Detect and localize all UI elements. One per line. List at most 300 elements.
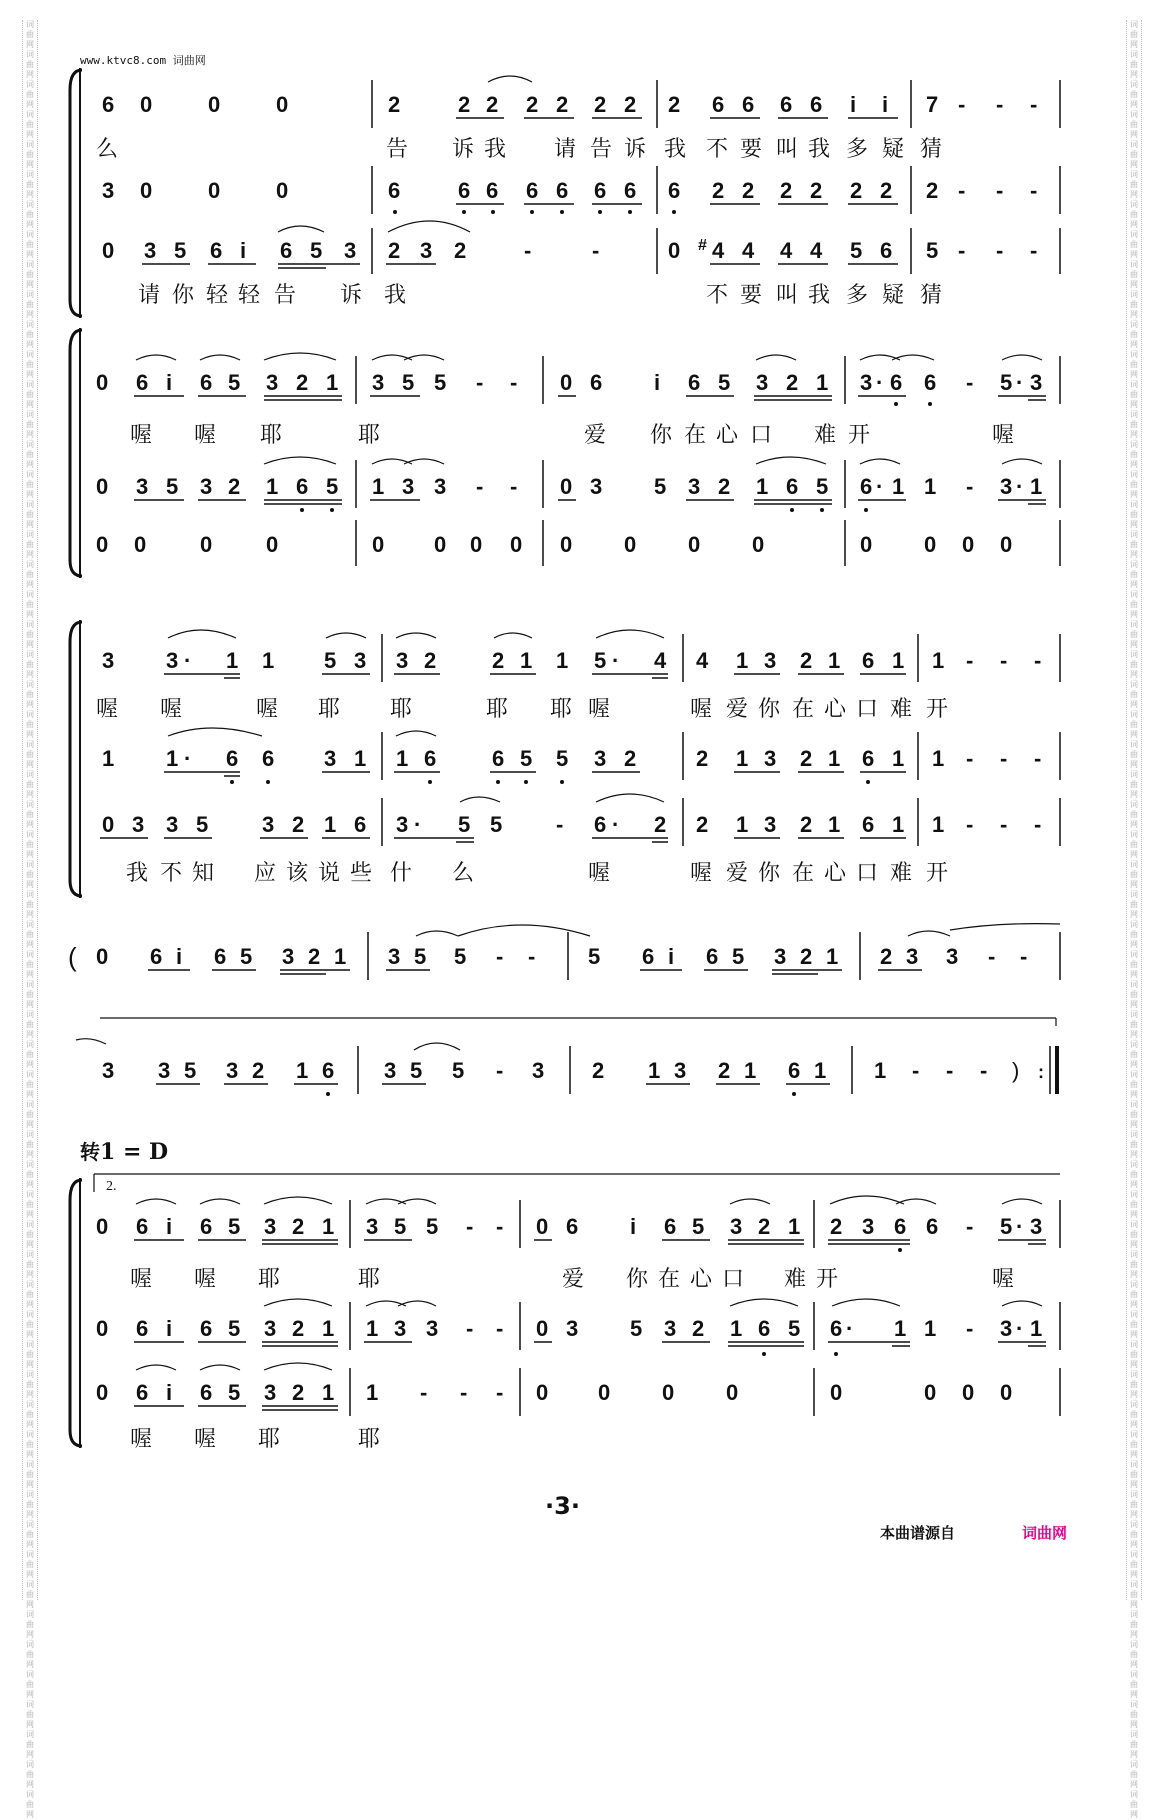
lyric-char: 说: [318, 860, 341, 885]
lyric-s1-u-0: 么: [96, 136, 119, 161]
svg-text:#: #: [698, 237, 707, 254]
svg-text:2: 2: [786, 370, 799, 395]
svg-text:6: 6: [894, 1214, 907, 1239]
lyric-char: 知: [192, 860, 215, 885]
lyric-char: 告: [274, 282, 297, 307]
svg-text:1: 1: [556, 648, 569, 673]
svg-text:0: 0: [102, 238, 115, 263]
svg-text:0: 0: [96, 1214, 109, 1239]
svg-text:6: 6: [706, 944, 719, 969]
lyric-char: 开: [926, 696, 949, 721]
svg-text:-: -: [958, 92, 966, 117]
svg-text:5: 5: [490, 812, 503, 837]
svg-text:·: ·: [1016, 1214, 1024, 1239]
lyric-char: 耶: [486, 696, 509, 721]
lyric-char: 多: [846, 136, 869, 161]
lyric-char: 喔: [130, 422, 153, 447]
svg-text:0: 0: [372, 532, 385, 557]
svg-text:6: 6: [926, 1214, 939, 1239]
svg-text:6: 6: [200, 370, 213, 395]
lyric-char: 诉: [624, 136, 647, 161]
svg-text:3: 3: [860, 370, 873, 395]
svg-text:3: 3: [730, 1214, 743, 1239]
svg-text:-: -: [912, 1058, 920, 1083]
svg-text:3: 3: [402, 474, 415, 499]
lyric-char: 耶: [318, 696, 341, 721]
svg-text:-: -: [496, 1316, 504, 1341]
lyric-char: 喔: [130, 1426, 153, 1451]
svg-text:2: 2: [718, 1058, 731, 1083]
lyric-char: 爱: [726, 696, 749, 721]
svg-text:3: 3: [102, 178, 115, 203]
svg-text:-: -: [510, 474, 518, 499]
svg-text:5: 5: [588, 944, 601, 969]
svg-text:6: 6: [458, 178, 471, 203]
svg-text:6: 6: [624, 178, 637, 203]
svg-text:4: 4: [654, 648, 667, 673]
svg-text:1: 1: [828, 746, 841, 771]
svg-text:2: 2: [292, 1316, 305, 1341]
lyric-char: 不: [160, 860, 183, 885]
lyric-char: 喔: [160, 696, 183, 721]
svg-text:5: 5: [850, 238, 863, 263]
lyric-char: 你: [650, 422, 673, 447]
svg-text:i: i: [630, 1214, 637, 1239]
svg-text:2: 2: [308, 944, 321, 969]
svg-text:3: 3: [366, 1214, 379, 1239]
svg-text:3: 3: [262, 812, 275, 837]
svg-text:0: 0: [276, 178, 289, 203]
svg-text:5: 5: [228, 1214, 241, 1239]
svg-text:2: 2: [594, 92, 607, 117]
svg-text:-: -: [980, 1058, 988, 1083]
svg-text:i: i: [850, 92, 857, 117]
lyric-char: 么: [452, 860, 475, 885]
svg-text:6: 6: [862, 746, 875, 771]
svg-text:·: ·: [846, 1316, 854, 1341]
svg-text:1: 1: [226, 648, 239, 673]
svg-text:3: 3: [906, 944, 919, 969]
svg-text:5: 5: [556, 746, 569, 771]
svg-text:0: 0: [924, 1380, 937, 1405]
svg-text:3: 3: [532, 1058, 545, 1083]
svg-text:5: 5: [228, 1380, 241, 1405]
svg-text:2: 2: [458, 92, 471, 117]
svg-text:6: 6: [200, 1214, 213, 1239]
svg-text:6: 6: [862, 648, 875, 673]
svg-text:-: -: [946, 1058, 954, 1083]
svg-text:3: 3: [946, 944, 959, 969]
svg-text:6: 6: [788, 1058, 801, 1083]
svg-text:1: 1: [894, 1316, 907, 1341]
svg-text:6: 6: [200, 1316, 213, 1341]
svg-text:2: 2: [880, 178, 893, 203]
svg-text:0: 0: [752, 532, 765, 557]
svg-text:3: 3: [282, 944, 295, 969]
svg-text:3: 3: [344, 238, 357, 263]
svg-text:1: 1: [892, 746, 905, 771]
svg-text:0: 0: [962, 532, 975, 557]
svg-text:1: 1: [932, 812, 945, 837]
svg-text:3: 3: [384, 1058, 397, 1083]
lyric-char: 心: [690, 1266, 713, 1291]
svg-text:6: 6: [830, 1316, 843, 1341]
svg-text:5: 5: [310, 238, 323, 263]
svg-text:1: 1: [826, 944, 839, 969]
lyric-char: 心: [824, 860, 847, 885]
lyric-char: 喔: [690, 860, 713, 885]
svg-text:0: 0: [470, 532, 483, 557]
svg-text:1: 1: [828, 648, 841, 673]
svg-text:-: -: [1000, 746, 1008, 771]
svg-text:·: ·: [184, 746, 192, 771]
source-label: 本曲谱源自: [880, 1524, 956, 1542]
svg-text:3: 3: [756, 370, 769, 395]
svg-text:2: 2: [696, 812, 709, 837]
svg-text:i: i: [166, 1316, 173, 1341]
svg-text:2: 2: [388, 238, 401, 263]
svg-text:-: -: [966, 812, 974, 837]
svg-text:5: 5: [426, 1214, 439, 1239]
lyric-char: 喔: [588, 860, 611, 885]
svg-text:4: 4: [780, 238, 793, 263]
svg-text:0: 0: [1000, 1380, 1013, 1405]
site-header: www.ktvc8.com 词曲网: [80, 54, 206, 67]
svg-text:2: 2: [228, 474, 241, 499]
lyric-char: 诉: [452, 136, 475, 161]
system-3: [70, 620, 1060, 898]
svg-text:-: -: [496, 944, 504, 969]
svg-text:-: -: [958, 178, 966, 203]
svg-text:6: 6: [136, 370, 149, 395]
svg-text:2: 2: [696, 746, 709, 771]
svg-text:0: 0: [208, 92, 221, 117]
svg-text:-: -: [958, 238, 966, 263]
svg-text:1: 1: [892, 474, 905, 499]
lyric-char: 爱: [584, 422, 607, 447]
svg-text:): ): [1012, 1058, 1020, 1083]
lyric-char: 请: [138, 282, 161, 307]
svg-text:3: 3: [396, 648, 409, 673]
svg-text:1: 1: [736, 812, 749, 837]
svg-text:5: 5: [166, 474, 179, 499]
svg-text:0: 0: [726, 1380, 739, 1405]
svg-text:3: 3: [166, 648, 179, 673]
svg-text:2: 2: [624, 92, 637, 117]
svg-text:·: ·: [612, 648, 620, 673]
svg-text:i: i: [654, 370, 661, 395]
svg-text:6: 6: [668, 178, 681, 203]
svg-text:1: 1: [520, 648, 533, 673]
svg-text:3: 3: [264, 1214, 277, 1239]
svg-text:i: i: [176, 944, 183, 969]
lyric-char: 难: [890, 696, 913, 721]
svg-text:-: -: [420, 1380, 428, 1405]
svg-text:·: ·: [184, 648, 192, 673]
svg-text:3: 3: [200, 474, 213, 499]
svg-text:1: 1: [756, 474, 769, 499]
svg-text:1: 1: [262, 648, 275, 673]
lyric-char: 告: [386, 136, 409, 161]
svg-text:2: 2: [800, 812, 813, 837]
svg-text:6: 6: [136, 1214, 149, 1239]
svg-text:5: 5: [414, 944, 427, 969]
svg-text:0: 0: [624, 532, 637, 557]
svg-text:-: -: [966, 1316, 974, 1341]
svg-text:2: 2: [810, 178, 823, 203]
svg-text:2: 2: [388, 92, 401, 117]
svg-text:-: -: [996, 178, 1004, 203]
svg-text:5: 5: [732, 944, 745, 969]
svg-text:6: 6: [712, 92, 725, 117]
svg-text:-: -: [496, 1058, 504, 1083]
svg-text:6: 6: [102, 92, 115, 117]
lyric-char: 口: [856, 860, 879, 885]
svg-text:2: 2: [296, 370, 309, 395]
lyric-char: 耶: [260, 422, 283, 447]
svg-text:2: 2: [880, 944, 893, 969]
svg-text:2: 2: [780, 178, 793, 203]
lyric-char: 口: [722, 1266, 745, 1291]
svg-text:0: 0: [102, 812, 115, 837]
svg-text:3: 3: [1000, 1316, 1013, 1341]
lyric-char: 喔: [992, 1266, 1015, 1291]
svg-text:0: 0: [560, 474, 573, 499]
svg-text:0: 0: [536, 1380, 549, 1405]
svg-text:5: 5: [926, 238, 939, 263]
lyric-char: 我: [808, 136, 831, 161]
svg-text:1: 1: [828, 812, 841, 837]
svg-text:3: 3: [264, 1316, 277, 1341]
lyric-char: 你: [758, 860, 781, 885]
svg-text:2: 2: [692, 1316, 705, 1341]
svg-text:3: 3: [674, 1058, 687, 1083]
lyric-char: 请: [554, 136, 577, 161]
svg-text:7: 7: [926, 92, 939, 117]
svg-text:-: -: [966, 1214, 974, 1239]
svg-text:6: 6: [210, 238, 223, 263]
svg-text:1: 1: [924, 474, 937, 499]
svg-text:0: 0: [536, 1214, 549, 1239]
svg-text:-: -: [966, 370, 974, 395]
svg-text:3: 3: [774, 944, 787, 969]
svg-text:2: 2: [800, 648, 813, 673]
lyric-char: 你: [758, 696, 781, 721]
svg-text:2: 2: [718, 474, 731, 499]
svg-text:1: 1: [924, 1316, 937, 1341]
svg-text:5: 5: [692, 1214, 705, 1239]
svg-text:0: 0: [434, 532, 447, 557]
svg-text:6: 6: [758, 1316, 771, 1341]
svg-text:5: 5: [458, 812, 471, 837]
lyric-char: 我: [808, 282, 831, 307]
svg-text:2: 2: [850, 178, 863, 203]
svg-text:1: 1: [296, 1058, 309, 1083]
lyric-char: 喔: [194, 1426, 217, 1451]
svg-text:-: -: [966, 746, 974, 771]
svg-text:0: 0: [96, 1380, 109, 1405]
svg-text:-: -: [1020, 944, 1028, 969]
lyric-char: 开: [926, 860, 949, 885]
lyric-char: 耶: [358, 422, 381, 447]
svg-text:-: -: [996, 238, 1004, 263]
svg-text:6: 6: [688, 370, 701, 395]
svg-text:-: -: [556, 812, 564, 837]
svg-text:6: 6: [136, 1380, 149, 1405]
svg-text:6: 6: [780, 92, 793, 117]
svg-text:2: 2: [758, 1214, 771, 1239]
lyric-char: 喔: [992, 422, 1015, 447]
svg-text:3: 3: [434, 474, 447, 499]
svg-text:5: 5: [196, 812, 209, 837]
lyric-char: 口: [750, 422, 773, 447]
lyric-char: 心: [716, 422, 739, 447]
system-2: [70, 328, 1060, 578]
lyric-char: 喔: [690, 696, 713, 721]
lyric-char: 叫: [776, 282, 799, 307]
lyric-char: 口: [856, 696, 879, 721]
svg-text:0: 0: [662, 1380, 675, 1405]
svg-text:5: 5: [402, 370, 415, 395]
svg-text:0: 0: [860, 532, 873, 557]
lyric-char: 喔: [194, 1266, 217, 1291]
svg-text:3: 3: [132, 812, 145, 837]
svg-text:1: 1: [366, 1380, 379, 1405]
svg-text:2: 2: [592, 1058, 605, 1083]
svg-text:0: 0: [1000, 532, 1013, 557]
svg-text:6: 6: [786, 474, 799, 499]
svg-text:1: 1: [932, 746, 945, 771]
svg-text:1: 1: [334, 944, 347, 969]
lyric-char: 我: [484, 136, 507, 161]
svg-text:5: 5: [1000, 1214, 1013, 1239]
lyric-char: 要: [740, 282, 763, 307]
svg-text:5: 5: [1000, 370, 1013, 395]
svg-text:1: 1: [892, 812, 905, 837]
svg-text:6: 6: [862, 812, 875, 837]
lyric-char: 不: [706, 282, 729, 307]
svg-text:5: 5: [788, 1316, 801, 1341]
svg-text:6: 6: [594, 178, 607, 203]
svg-text:6: 6: [424, 746, 437, 771]
svg-text:5: 5: [434, 370, 447, 395]
lyric-char: 应: [254, 860, 277, 885]
svg-text:-: -: [528, 944, 536, 969]
lyric-char: 喔: [130, 1266, 153, 1291]
svg-text:3: 3: [388, 944, 401, 969]
svg-text:6: 6: [486, 178, 499, 203]
svg-text:5: 5: [174, 238, 187, 263]
svg-text:1: 1: [166, 746, 179, 771]
svg-text:3: 3: [590, 474, 603, 499]
svg-text:·: ·: [876, 370, 884, 395]
svg-text::: :: [1038, 1062, 1044, 1082]
svg-text:6: 6: [880, 238, 893, 263]
svg-text:3: 3: [426, 1316, 439, 1341]
svg-text:2: 2: [926, 178, 939, 203]
svg-text:6: 6: [594, 812, 607, 837]
svg-text:3: 3: [264, 1380, 277, 1405]
svg-text:0: 0: [276, 92, 289, 117]
lyric-char: 该: [286, 860, 309, 885]
svg-text:·: ·: [1016, 474, 1024, 499]
svg-text:4: 4: [742, 238, 755, 263]
svg-text:1: 1: [814, 1058, 827, 1083]
svg-text:2: 2: [742, 178, 755, 203]
svg-text:3: 3: [226, 1058, 239, 1083]
lyric-char: 难: [890, 860, 913, 885]
svg-text:4: 4: [696, 648, 709, 673]
lyric-char: 疑: [882, 282, 905, 307]
svg-text:1: 1: [326, 370, 339, 395]
svg-text:6: 6: [890, 370, 903, 395]
svg-text:-: -: [476, 474, 484, 499]
svg-text:·: ·: [414, 812, 422, 837]
svg-text:i: i: [166, 1380, 173, 1405]
lyric-char: 爱: [726, 860, 749, 885]
svg-text:6: 6: [492, 746, 505, 771]
lyric-char: 诉: [340, 282, 363, 307]
svg-text:3: 3: [1030, 1214, 1043, 1239]
svg-text:2: 2: [424, 648, 437, 673]
svg-text:2: 2: [292, 1380, 305, 1405]
svg-text:-: -: [466, 1316, 474, 1341]
key-change: 转1 = D: [80, 1139, 169, 1165]
lyric-char: 在: [792, 860, 815, 885]
svg-text:-: -: [524, 238, 532, 263]
svg-text:0: 0: [536, 1316, 549, 1341]
lyric-char: 喔: [194, 422, 217, 447]
lyric-char: 不: [706, 136, 729, 161]
svg-text:2: 2: [454, 238, 467, 263]
svg-text:2: 2: [800, 746, 813, 771]
svg-text:-: -: [996, 92, 1004, 117]
lyric-char: 我: [664, 136, 687, 161]
volta-label: 2.: [106, 1179, 117, 1194]
lyric-char: 我: [126, 860, 149, 885]
lyric-char: 叫: [776, 136, 799, 161]
svg-text:1: 1: [372, 474, 385, 499]
svg-text:6: 6: [262, 746, 275, 771]
svg-text:6: 6: [136, 1316, 149, 1341]
svg-text:0: 0: [510, 532, 523, 557]
svg-text:1: 1: [736, 746, 749, 771]
svg-text:·: ·: [876, 474, 884, 499]
lyric-char: 在: [792, 696, 815, 721]
svg-text:1: 1: [874, 1058, 887, 1083]
lyric-char: 轻: [238, 282, 261, 307]
watermark-strip-left: 词曲网词曲网词曲网词曲网词曲网词曲网词曲网词曲网词曲网词曲网词曲网词曲网词曲网词曲网词曲网词曲网词曲网词曲网词曲网词曲网词曲网词曲网词曲网词曲网词曲网词曲网词曲网词曲网词曲网词曲网词曲网词曲网词曲网词曲网词曲网词曲网词曲网词曲网词曲网词曲网词曲网词曲网词曲网词曲网词曲网词曲网词曲网词曲网词曲网词曲网词曲网词曲网词曲网词曲网词曲网词曲网词曲网词曲网词曲网词曲网: [22, 20, 38, 1600]
svg-text:-: -: [496, 1214, 504, 1239]
lyric-char: 在: [658, 1266, 681, 1291]
svg-text:0: 0: [598, 1380, 611, 1405]
svg-text:0: 0: [140, 178, 153, 203]
svg-text:2: 2: [556, 92, 569, 117]
svg-text:1: 1: [648, 1058, 661, 1083]
svg-text:0: 0: [140, 92, 153, 117]
svg-text:6: 6: [860, 474, 873, 499]
svg-text:5: 5: [326, 474, 339, 499]
svg-text:3: 3: [102, 648, 115, 673]
svg-text:·: ·: [612, 812, 620, 837]
svg-text:1: 1: [396, 746, 409, 771]
svg-text:1: 1: [788, 1214, 801, 1239]
svg-text:5: 5: [324, 648, 337, 673]
svg-text:1: 1: [1030, 1316, 1043, 1341]
svg-text:-: -: [1034, 648, 1042, 673]
svg-text:0: 0: [134, 532, 147, 557]
svg-text:·: ·: [1016, 370, 1024, 395]
